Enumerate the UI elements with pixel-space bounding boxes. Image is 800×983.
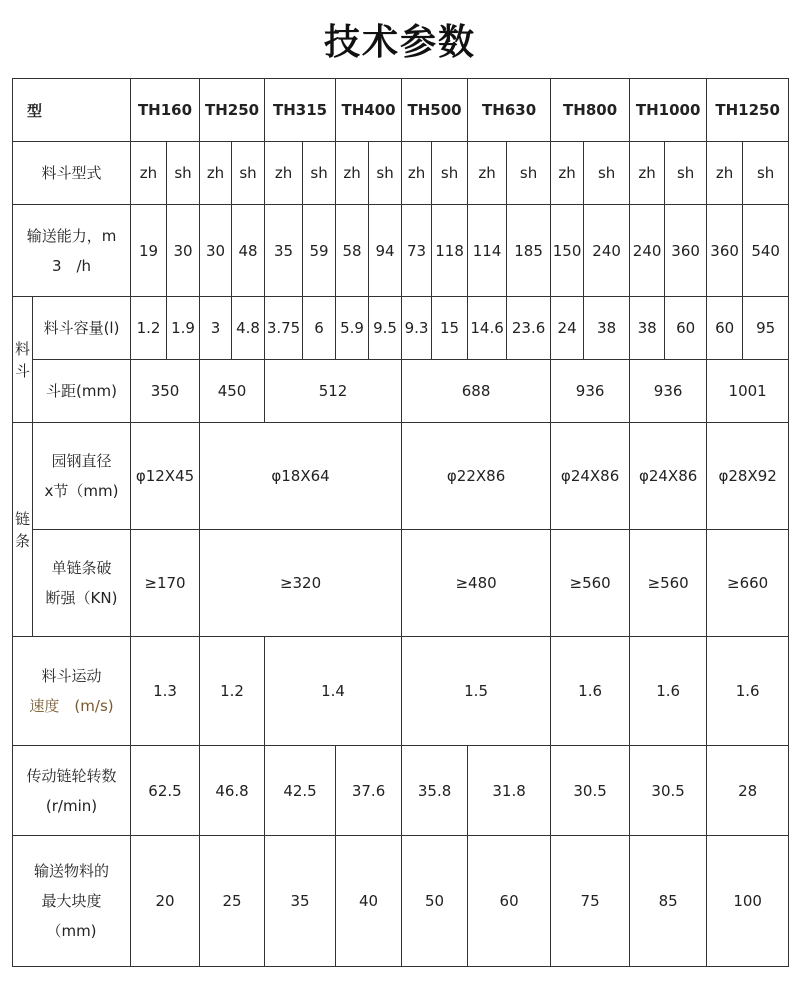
bucket-type-cell: sh (743, 142, 789, 205)
bucket-type-cell: sh (432, 142, 468, 205)
label-bucket-pitch: 斗距(mm) (33, 360, 131, 423)
row-model (13, 79, 789, 142)
speed-cell: 1.2 (200, 637, 265, 746)
bucket-pitch-cell: 1001 (707, 360, 789, 423)
chain-size-cell: φ22X86 (402, 423, 551, 530)
rpm-cell: 30.5 (551, 746, 630, 836)
bucket-volume-cell: 60 (665, 297, 707, 360)
model-cell: TH500 (402, 79, 468, 142)
row-capacity (13, 205, 789, 297)
label-chain-break: 单链条破 断强（KN) (33, 530, 131, 637)
bucket-pitch-cell: 450 (200, 360, 265, 423)
lump-cell: 60 (468, 836, 551, 967)
bucket-volume-cell: 60 (707, 297, 743, 360)
chain-size-cell: φ28X92 (707, 423, 789, 530)
bucket-volume-cell: 23.6 (507, 297, 551, 360)
speed-cell: 1.5 (402, 637, 551, 746)
bucket-volume-cell: 15 (432, 297, 468, 360)
capacity-cell: 118 (432, 205, 468, 297)
capacity-cell: 150 (551, 205, 584, 297)
row-bucket-pitch (13, 360, 789, 423)
lump-cell: 75 (551, 836, 630, 967)
bucket-pitch-cell: 936 (630, 360, 707, 423)
bucket-type-cell: zh (336, 142, 369, 205)
page-title: 技术参数 (323, 22, 476, 63)
model-cell: TH250 (200, 79, 265, 142)
bucket-volume-cell: 38 (630, 297, 665, 360)
bucket-volume-cell: 3 (200, 297, 232, 360)
capacity-cell: 185 (507, 205, 551, 297)
rpm-cell: 31.8 (468, 746, 551, 836)
bucket-type-cell: sh (232, 142, 265, 205)
bucket-pitch-cell: 512 (265, 360, 402, 423)
speed-cell: 1.6 (551, 637, 630, 746)
rpm-cell: 42.5 (265, 746, 336, 836)
model-cell: TH315 (265, 79, 336, 142)
lump-cell: 20 (131, 836, 200, 967)
bucket-type-cell: zh (551, 142, 584, 205)
chain-break-cell: ≥560 (551, 530, 630, 637)
bucket-pitch-cell: 688 (402, 360, 551, 423)
bucket-type-cell: sh (303, 142, 336, 205)
bucket-pitch-cell: 936 (551, 360, 630, 423)
chain-size-cell: φ24X86 (551, 423, 630, 530)
bucket-type-cell: sh (369, 142, 402, 205)
bucket-volume-cell: 5.9 (336, 297, 369, 360)
bucket-pitch-cell: 350 (131, 360, 200, 423)
bucket-type-cell: zh (468, 142, 507, 205)
row-chain-size (13, 423, 789, 530)
chain-break-cell: ≥560 (630, 530, 707, 637)
bucket-type-cell: zh (131, 142, 167, 205)
capacity-cell: 240 (584, 205, 630, 297)
chain-break-cell: ≥660 (707, 530, 789, 637)
capacity-cell: 94 (369, 205, 402, 297)
capacity-cell: 19 (131, 205, 167, 297)
speed-cell: 1.3 (131, 637, 200, 746)
speed-cell: 1.6 (630, 637, 707, 746)
capacity-cell: 30 (167, 205, 200, 297)
chain-break-cell: ≥170 (131, 530, 200, 637)
rpm-cell: 62.5 (131, 746, 200, 836)
capacity-cell: 114 (468, 205, 507, 297)
chain-size-cell: φ12X45 (131, 423, 200, 530)
bucket-volume-cell: 24 (551, 297, 584, 360)
bucket-volume-cell: 3.75 (265, 297, 303, 360)
rpm-cell: 30.5 (630, 746, 707, 836)
rpm-cell: 37.6 (336, 746, 402, 836)
lump-cell: 85 (630, 836, 707, 967)
capacity-cell: 240 (630, 205, 665, 297)
lump-cell: 100 (707, 836, 789, 967)
capacity-cell: 58 (336, 205, 369, 297)
chain-size-cell: φ24X86 (630, 423, 707, 530)
row-lump (13, 836, 789, 967)
bucket-type-cell: zh (265, 142, 303, 205)
bucket-type-cell: sh (507, 142, 551, 205)
chain-break-cell: ≥480 (402, 530, 551, 637)
capacity-cell: 360 (707, 205, 743, 297)
row-bucket-volume (13, 297, 789, 360)
bucket-type-cell: sh (584, 142, 630, 205)
capacity-cell: 73 (402, 205, 432, 297)
label-lump: 输送物料的 最大块度 （mm) (13, 836, 131, 967)
bucket-volume-cell: 6 (303, 297, 336, 360)
capacity-cell: 30 (200, 205, 232, 297)
rpm-cell: 35.8 (402, 746, 468, 836)
label-chain-size: 园钢直径 x节（mm) (33, 423, 131, 530)
row-speed (13, 637, 789, 746)
lump-cell: 50 (402, 836, 468, 967)
bucket-type-cell: zh (707, 142, 743, 205)
label-bucket-group: 料斗 (13, 297, 33, 423)
speed-cell: 1.6 (707, 637, 789, 746)
bucket-type-cell: zh (402, 142, 432, 205)
bucket-volume-cell: 9.5 (369, 297, 402, 360)
capacity-cell: 540 (743, 205, 789, 297)
label-bucket-type: 料斗型式 (13, 142, 131, 205)
model-cell: TH800 (551, 79, 630, 142)
capacity-cell: 59 (303, 205, 336, 297)
chain-size-cell: φ18X64 (200, 423, 402, 530)
model-cell: TH630 (468, 79, 551, 142)
label-speed: 料斗运动 速度 (m/s) (13, 637, 131, 746)
rpm-cell: 46.8 (200, 746, 265, 836)
bucket-type-cell: sh (665, 142, 707, 205)
capacity-cell: 35 (265, 205, 303, 297)
bucket-volume-cell: 38 (584, 297, 630, 360)
rpm-cell: 28 (707, 746, 789, 836)
label-model: 型 (13, 79, 131, 142)
bucket-type-cell: sh (167, 142, 200, 205)
spec-table (12, 78, 789, 967)
capacity-cell: 48 (232, 205, 265, 297)
label-capacity: 输送能力，m 3 /h (13, 205, 131, 297)
model-cell: TH1250 (707, 79, 789, 142)
capacity-cell: 360 (665, 205, 707, 297)
lump-cell: 35 (265, 836, 336, 967)
bucket-type-cell: zh (200, 142, 232, 205)
lump-cell: 40 (336, 836, 402, 967)
model-cell: TH1000 (630, 79, 707, 142)
model-cell: TH400 (336, 79, 402, 142)
bucket-volume-cell: 1.9 (167, 297, 200, 360)
bucket-volume-cell: 14.6 (468, 297, 507, 360)
label-bucket-volume: 料斗容量(l) (33, 297, 131, 360)
speed-cell: 1.4 (265, 637, 402, 746)
lump-cell: 25 (200, 836, 265, 967)
chain-break-cell: ≥320 (200, 530, 402, 637)
bucket-volume-cell: 9.3 (402, 297, 432, 360)
label-rpm: 传动链轮转数 (r/min) (13, 746, 131, 836)
model-cell: TH160 (131, 79, 200, 142)
bucket-volume-cell: 1.2 (131, 297, 167, 360)
bucket-volume-cell: 4.8 (232, 297, 265, 360)
row-bucket-type (13, 142, 789, 205)
bucket-volume-cell: 95 (743, 297, 789, 360)
row-chain-break (13, 530, 789, 637)
label-chain-group: 链条 (13, 423, 33, 637)
bucket-type-cell: zh (630, 142, 665, 205)
row-rpm (13, 746, 789, 836)
